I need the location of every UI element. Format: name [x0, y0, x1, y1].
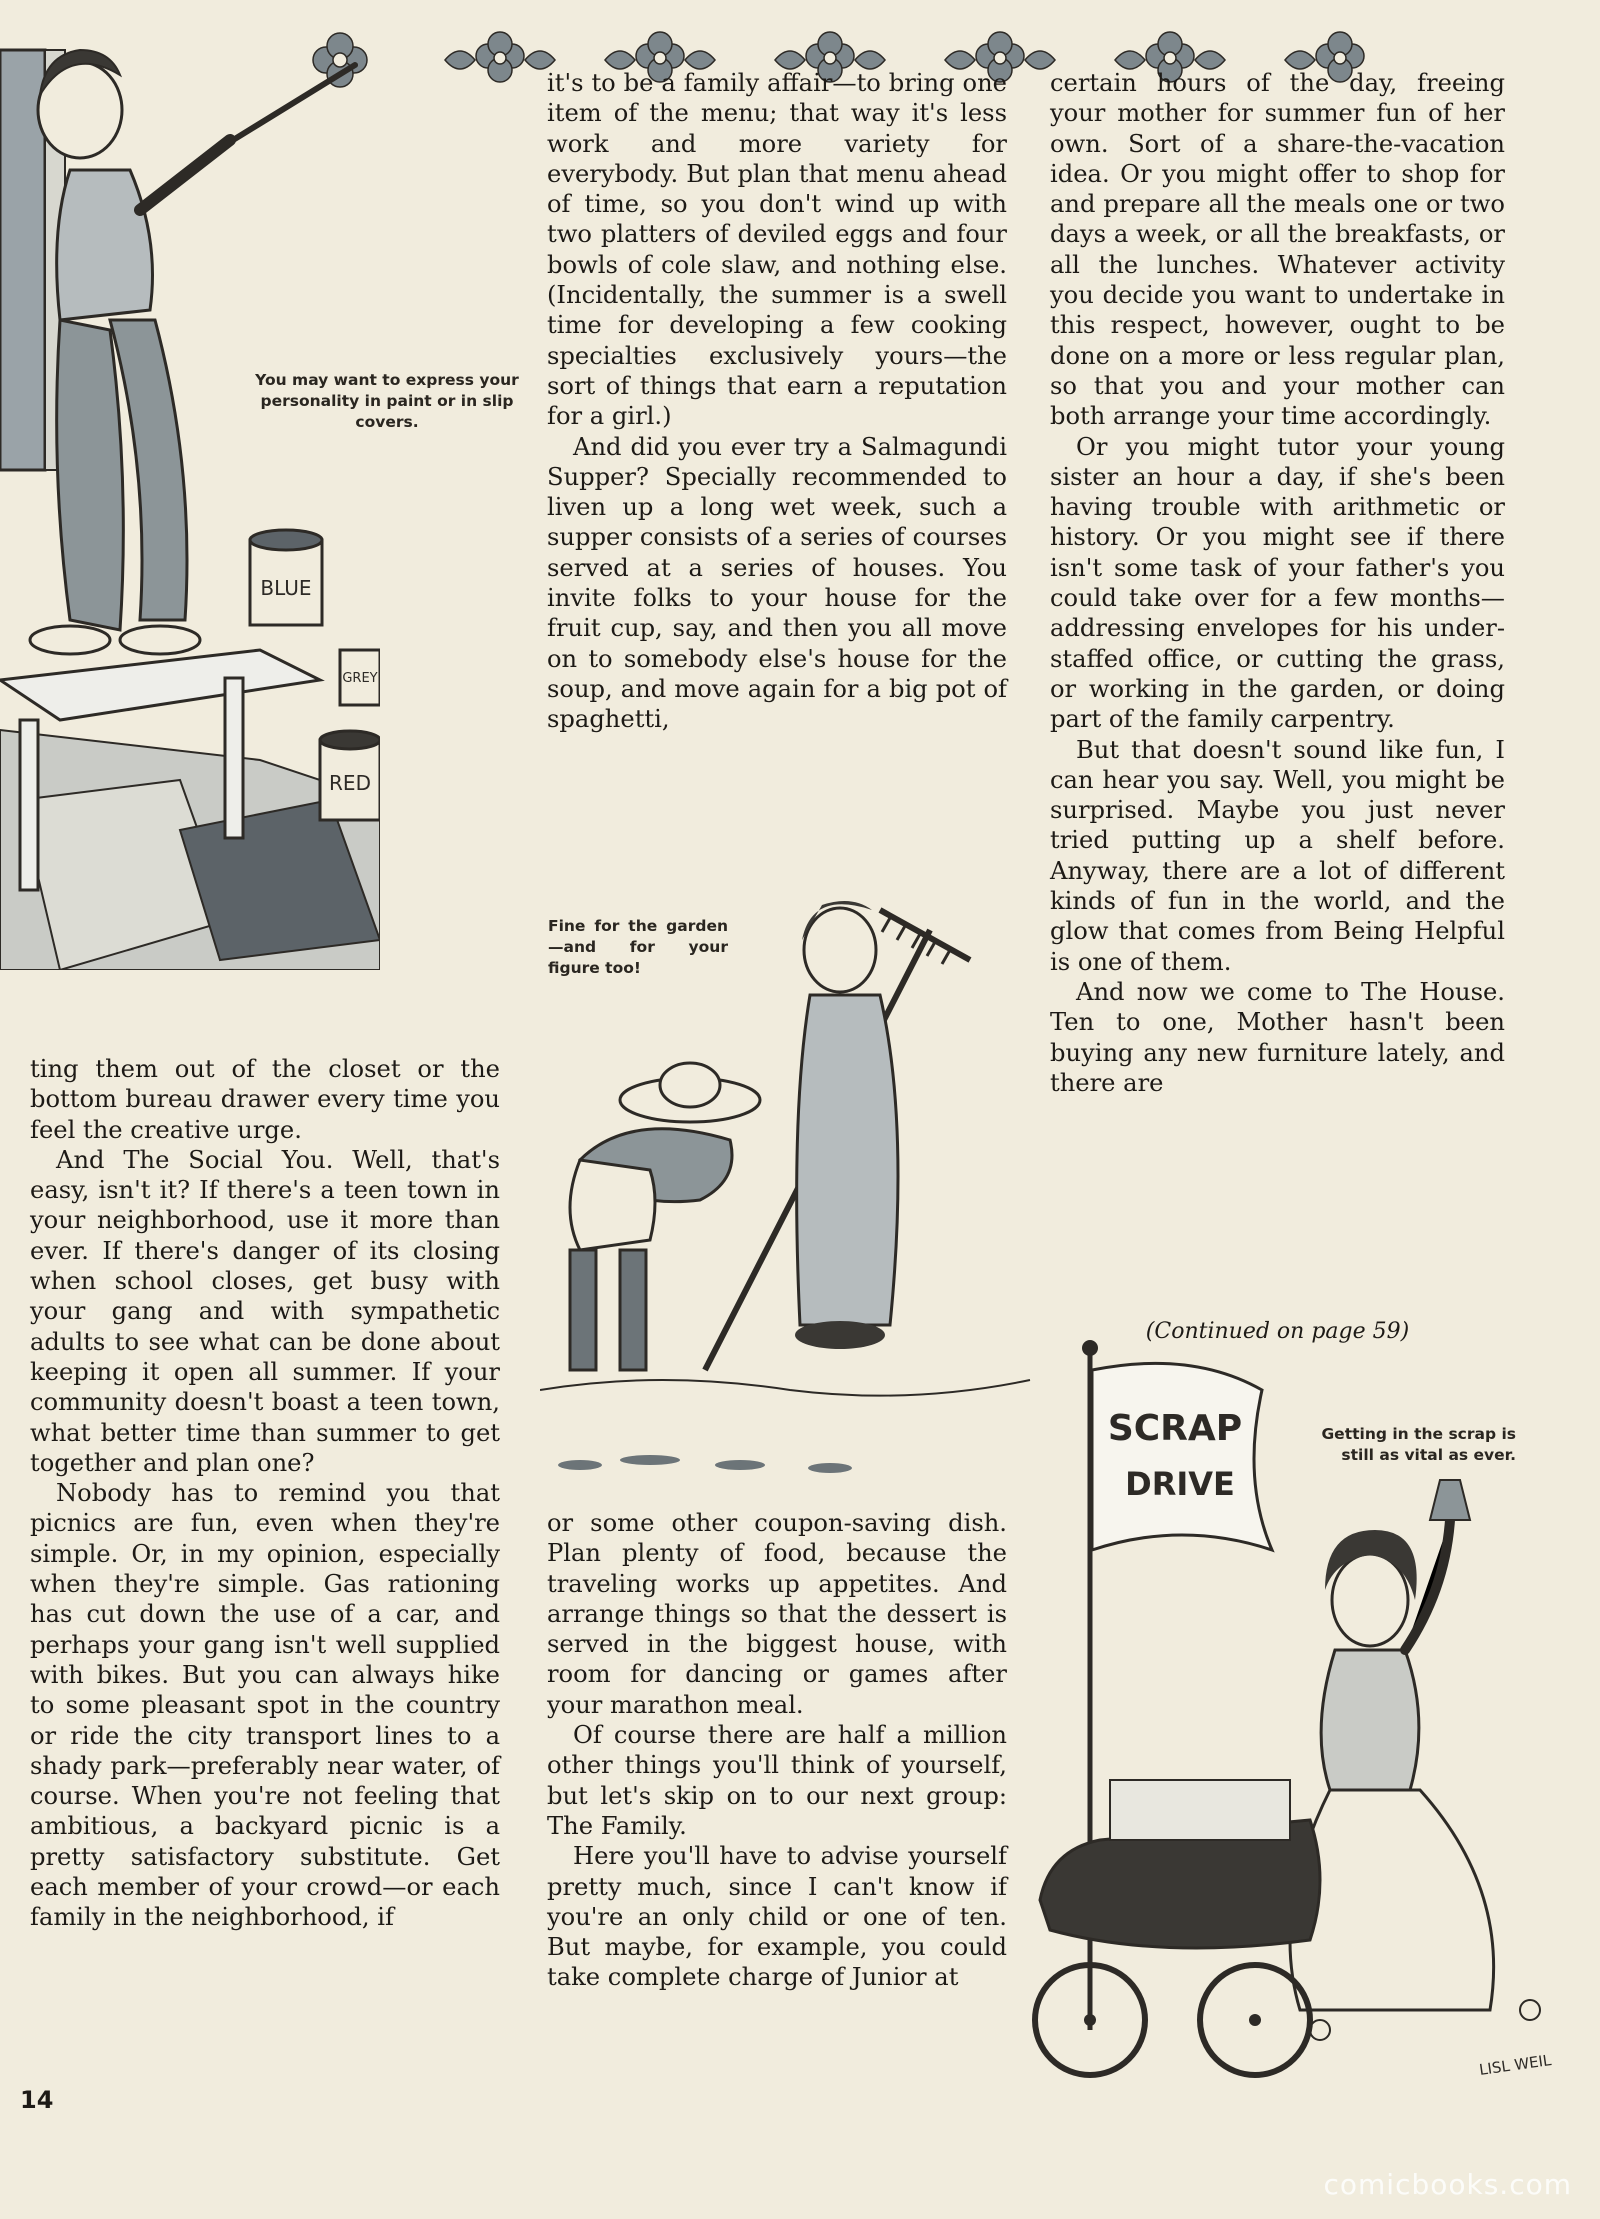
paragraph: it's to be a family affair—to bring one item of the menu; that way it's less work and more variety for everybody. But plan that menu ahead of time, so you don't wind up with two platters of deviled eggs and four bowls of cole slaw, and nothing else. (Incidentally, the summer is a swell time for developing a few cooking specialties exclusively yours—the sort of things that earn a reputation for a girl.): [547, 69, 1007, 431]
paragraph: Nobody has to remind you that picnics are fun, even when they're simple. Or, in my opinion, especially when they're simple. Gas rationing has cut down the use of a car, and perhaps your gang isn't well supplied with bikes. But you can always hike to some pleasant spot in the country or ride the city transport lines to a shady park—preferably near water, of course. When you're not feeling that ambitious, a backyard picnic is a pretty satisfactory substitute. Get each member of your crowd—or each family in the neighborhood, if: [30, 1479, 500, 1932]
page-number: 14: [20, 2086, 54, 2114]
can-label-blue: BLUE: [260, 576, 312, 600]
watermark: comicbooks.com: [1323, 2168, 1572, 2201]
paragraph: And now we come to The House. Ten to one, Mother hasn't been buying any new furniture lately, and there are: [1050, 977, 1505, 1097]
article-column-2-bottom: [547, 1508, 1007, 1993]
paragraph: Or you might tutor your young sister an hour a day, if she's been having trouble with arithmetic or history. Or you might see if there isn't some task of your father's you could take over for a few months—addressing envelopes for his under-staffed office, or cutting the grass, or working in the garden, or doing part of the family carpentry.: [1050, 432, 1505, 734]
paragraph: But that doesn't sound like fun, I can hear you say. Well, you might be surprised. Maybe you just never tried putting up a shelf before. Anyway, there are a lot of different kinds of fun in the world, and the glow that comes from Being Helpful is one of them.: [1050, 735, 1505, 976]
flag-text-scrap: SCRAP: [1107, 1408, 1243, 1449]
paragraph: or some other coupon-saving dish. Plan plenty of food, because the traveling works up appetites. And arrange things so that the dessert is served in the biggest house, with room for dancing or games after your marathon meal.: [547, 1509, 1007, 1719]
artist-signature: LISL WEIL: [1478, 2051, 1553, 2079]
flower-icon: [445, 32, 555, 82]
can-label-red: RED: [329, 771, 371, 795]
paragraph: ting them out of the closet or the bottom bureau drawer every time you feel the creative urge.: [30, 1055, 500, 1144]
caption-garden: Fine for the garden—and for your figure too!: [548, 917, 728, 977]
article-column-2-top: [547, 68, 1007, 735]
paint-can-grey: [340, 650, 380, 705]
caption-scrap: Getting in the scrap is still as vital as ever.: [1321, 1425, 1516, 1464]
paint-can-red: [320, 731, 380, 820]
article-column-3: [1050, 68, 1505, 1098]
continued-note: (Continued on page 59): [1145, 1319, 1410, 1344]
article-column-1: [30, 1054, 500, 1933]
flag-text-drive: DRIVE: [1125, 1465, 1235, 1503]
caption-painter: You may want to express your personality in paint or in slip covers.: [255, 371, 519, 431]
can-label-grey: GREY: [342, 671, 378, 686]
bell-icon: [1430, 1480, 1470, 1520]
paragraph: Of course there are half a million other things you'll think of yourself, but let's skip on to our next group: The Family.: [547, 1721, 1007, 1840]
painter-girl-illustration: [0, 40, 380, 970]
scrap-drive-flag: [1092, 1363, 1272, 1550]
paragraph: And did you ever try a Salmagundi Supper? Specially recommended to liven up a long wet week, such a supper consists of a series of courses served at a series of houses. You invite folks to your house for the fruit cup, say, and then you all move on to somebody else's house for the soup, and move again for a big pot of spaghetti,: [547, 432, 1007, 734]
paragraph: certain hours of the day, freeing your mother for summer fun of her own. Sort of a share-the-vacation idea. Or you might offer to shop for and prepare all the meals one or two days a week, or all the breakfasts, or all the lunches. Whatever activity you decide you want to undertake in this respect, however, ought to be done on a more or less regular plan, so that you and your mother can both arrange your time accordingly.: [1050, 69, 1505, 431]
paint-can-blue: [250, 530, 322, 625]
paragraph: And The Social You. Well, that's easy, isn't it? If there's a teen town in your neighborhood, use it more than ever. If there's danger of its closing when school closes, get busy with your gang and with sympathetic adults to see what can be done about keeping it open all summer. If your community doesn't boast a teen town, what better time than summer to get together and plan one?: [30, 1145, 500, 1477]
paragraph: Here you'll have to advise yourself pretty much, since I can't know if you're an only child or one of ten. But maybe, for example, you could take complete charge of Junior at: [547, 1842, 1007, 1992]
